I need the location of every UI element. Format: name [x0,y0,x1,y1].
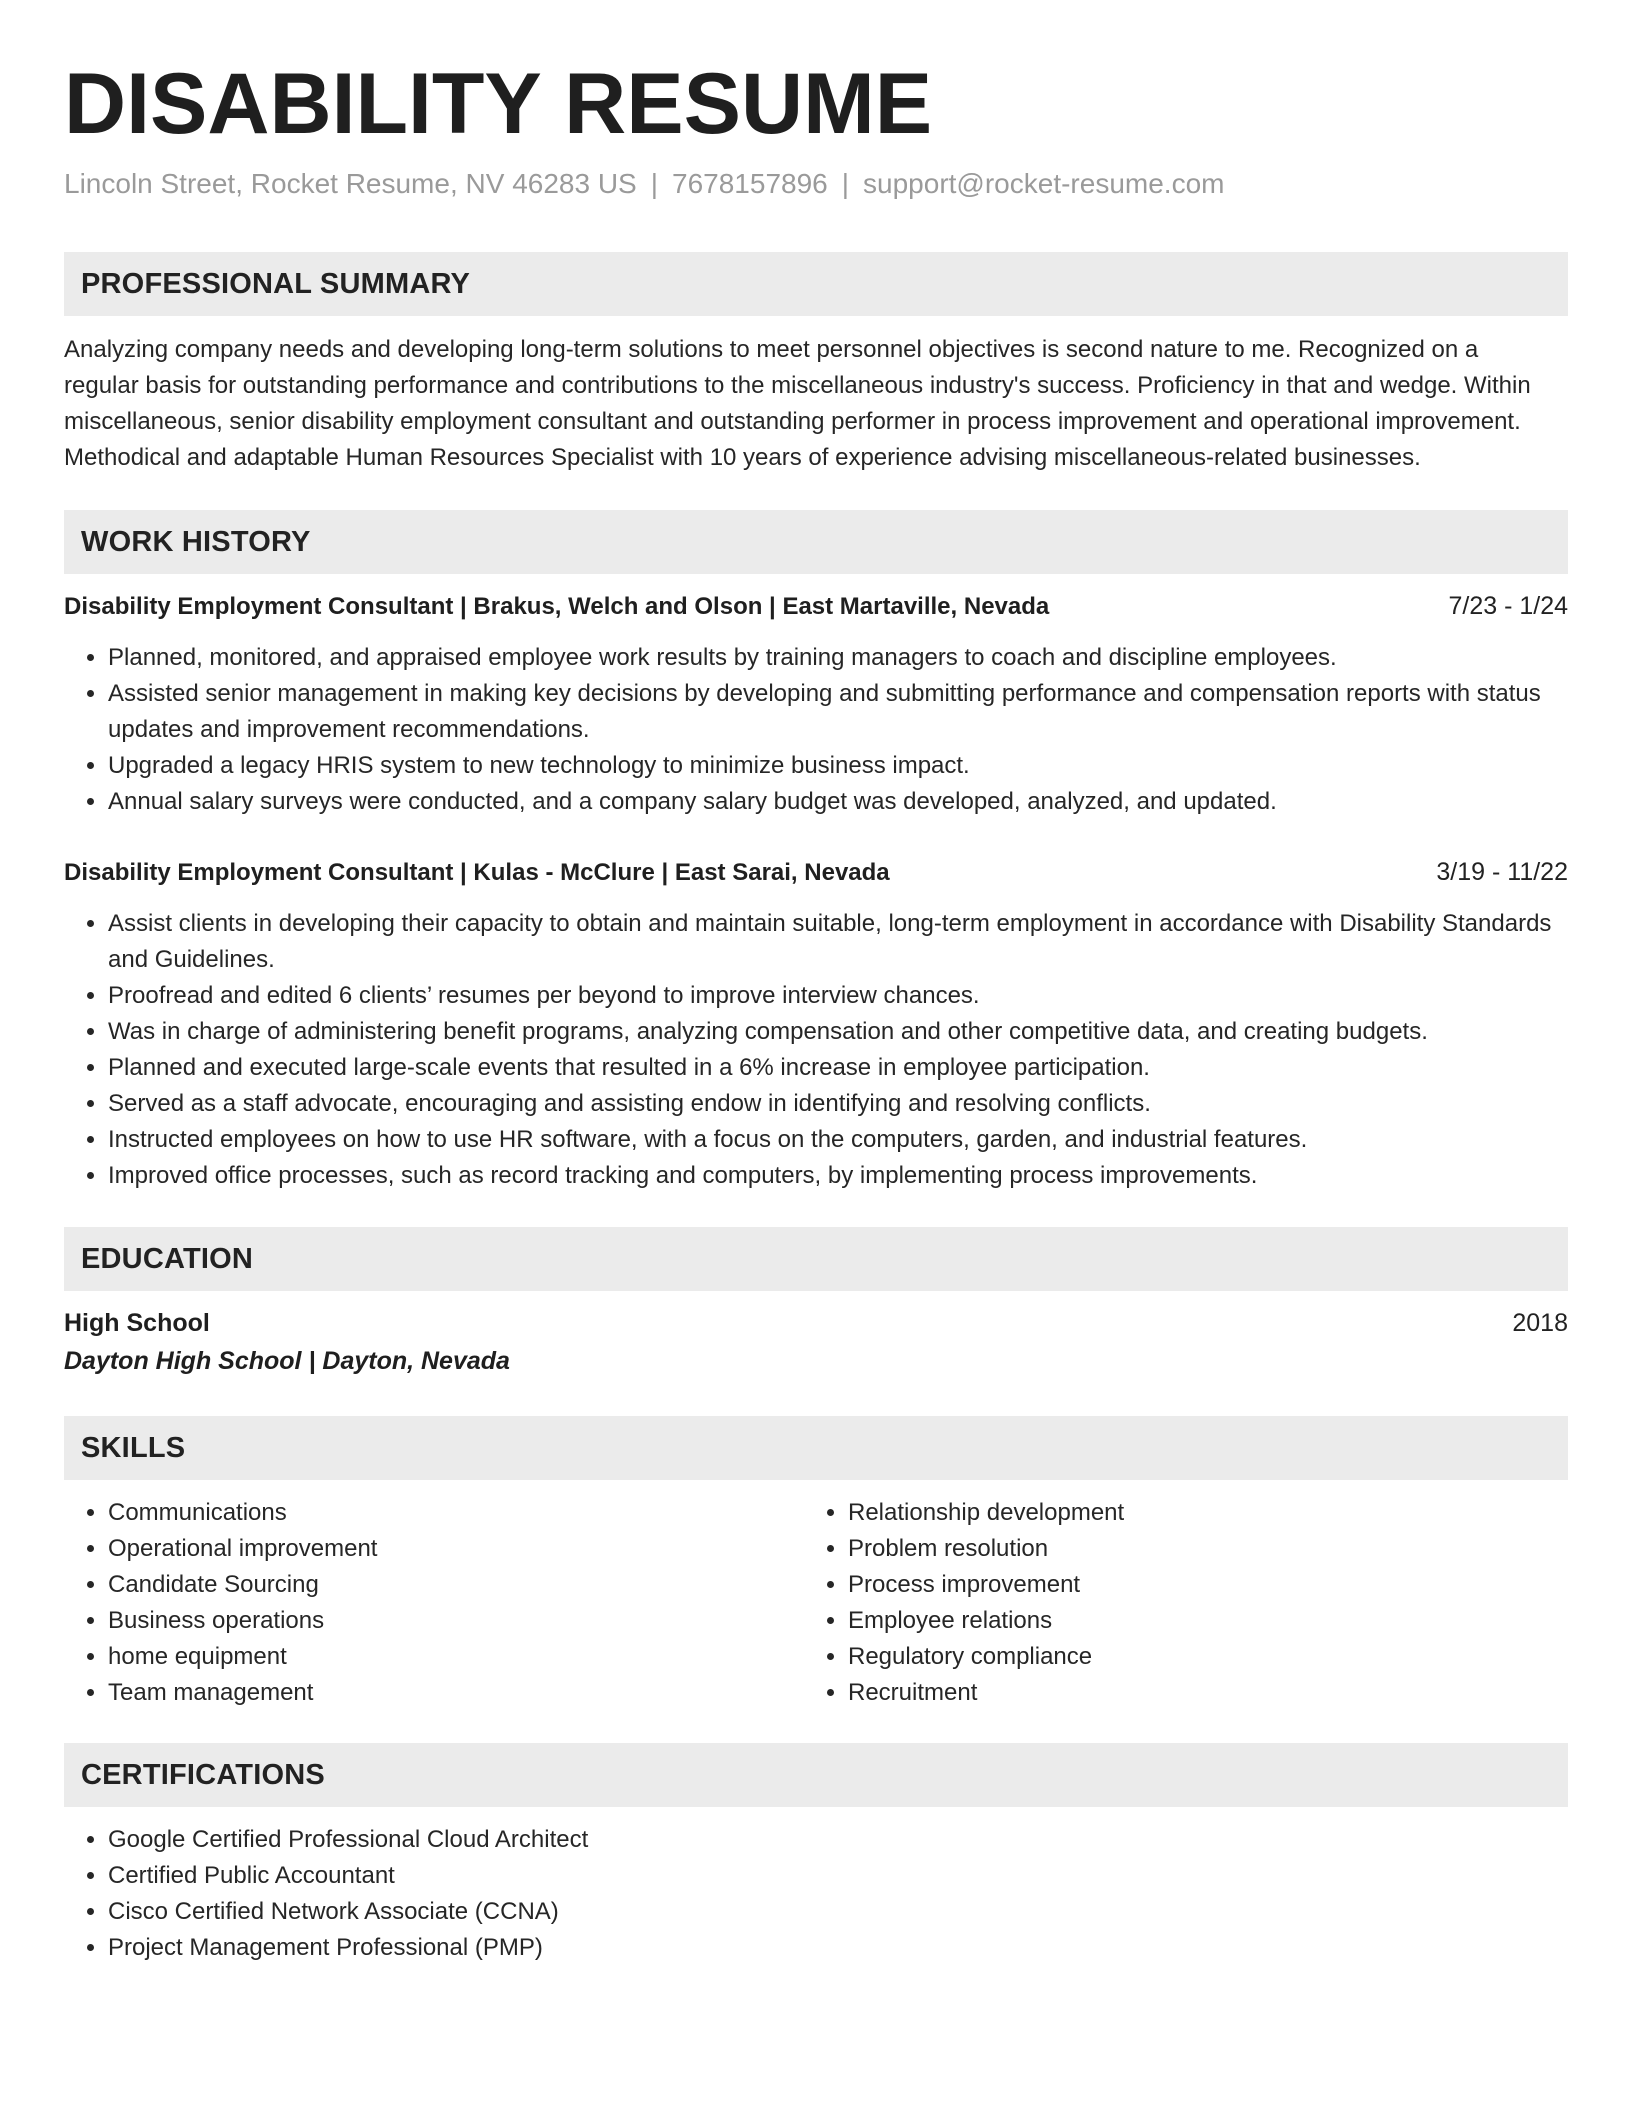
contact-address: Lincoln Street, Rocket Resume, NV 46283 US [64,168,637,199]
job-bullet: • Served as a staff advocate, encouraging and assisting endow in identifying and resolving conflicts. [108,1086,1568,1122]
job-bullet: • Assist clients in developing their capacity to obtain and maintain suitable, long-term employment in accordance with Disability Standards and Guidelines. [108,906,1568,978]
job-bullet: • Was in charge of administering benefit programs, analyzing compensation and other competitive data, and creating budgets. [108,1014,1568,1050]
contact-email: support@rocket-resume.com [863,168,1225,199]
certification-item: • Project Management Professional (PMP) [108,1930,1568,1966]
skill-item: • home equipment [108,1639,804,1675]
job-dates: 3/19 - 11/22 [1436,858,1568,886]
skill-item: • Recruitment [848,1675,1544,1711]
certifications-list [64,1822,1568,1966]
job-bullet: • Improved office processes, such as record tracking and computers, by implementing process improvements. [108,1158,1568,1194]
education-header [64,1305,1568,1341]
skill-item: • Business operations [108,1603,804,1639]
education-year: 2018 [1512,1309,1568,1337]
skills-list-left [64,1495,804,1711]
section-heading-skills: SKILLS [64,1416,1568,1480]
job-bullet: • Proofread and edited 6 clients’ resumes per beyond to improve interview chances. [108,978,1568,1014]
contact-separator: | [841,168,850,199]
job-bullet-list [64,640,1568,820]
certification-item: • Cisco Certified Network Associate (CCNA) [108,1894,1568,1930]
job-header [64,854,1568,891]
job-bullet: • Instructed employees on how to use HR software, with a focus on the computers, garden, and industrial features. [108,1122,1568,1158]
skill-item: • Process improvement [848,1567,1544,1603]
contact-line [64,166,1568,202]
skill-item: • Regulatory compliance [848,1639,1544,1675]
job-title: Disability Employment Consultant | Brakus, Welch and Olson | East Martaville, Nevada [64,593,1050,620]
skills-grid [64,1495,1568,1711]
summary-text: Analyzing company needs and developing long-term solutions to meet personnel objectives is second nature to me. Recognized on a regular basis for outstanding performance and contributions to the miscellaneous industry's success. Proficiency in that and wedge. Within miscellaneous, senior disability employment consultant and outstanding performer in process improvement and operational improvement. Methodical and adaptable Human Resources Specialist with 10 years of experience advising miscellaneous-related businesses. [64,336,1531,471]
job-dates: 7/23 - 1/24 [1448,592,1568,620]
job-bullet: • Annual salary surveys were conducted, and a company salary budget was developed, analyzed, and updated. [108,784,1568,820]
education-school: Dayton High School | Dayton, Nevada [64,1347,510,1375]
resume-page [64,0,1568,1966]
resume-name: DISABILITY RESUME [64,56,933,152]
section-heading-education: EDUCATION [64,1227,1568,1291]
skill-item: • Relationship development [848,1495,1544,1531]
skill-item: • Problem resolution [848,1531,1544,1567]
job-title: Disability Employment Consultant | Kulas - McClure | East Sarai, Nevada [64,859,890,886]
contact-phone: 7678157896 [672,168,828,199]
skill-item: • Team management [108,1675,804,1711]
section-heading-summary: PROFESSIONAL SUMMARY [64,252,1568,316]
certification-item: • Certified Public Accountant [108,1858,1568,1894]
job-bullet: • Planned, monitored, and appraised employee work results by training managers to coach and discipline employees. [108,640,1568,676]
section-heading-certifications: CERTIFICATIONS [64,1743,1568,1807]
certification-item: • Google Certified Professional Cloud Architect [108,1822,1568,1858]
section-heading-work-history: WORK HISTORY [64,510,1568,574]
job-bullet: • Assisted senior management in making key decisions by developing and submitting performance and compensation reports with status updates and improvement recommendations. [108,676,1568,748]
education-degree: High School [64,1309,210,1337]
skills-list-right [804,1495,1544,1711]
job-header [64,588,1568,625]
job-bullet: • Planned and executed large-scale events that resulted in a 6% increase in employee participation. [108,1050,1568,1086]
skill-item: • Communications [108,1495,804,1531]
job-bullet: • Upgraded a legacy HRIS system to new technology to minimize business impact. [108,748,1568,784]
skill-item: • Operational improvement [108,1531,804,1567]
job-bullet-list [64,906,1568,1194]
skill-item: • Candidate Sourcing [108,1567,804,1603]
skill-item: • Employee relations [848,1603,1544,1639]
contact-separator: | [650,168,659,199]
